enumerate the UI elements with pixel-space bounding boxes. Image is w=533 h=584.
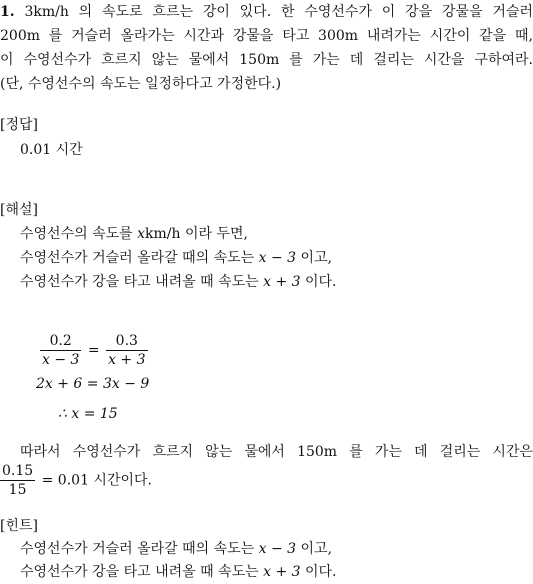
fraction-time: $\frac{0.15}{15}$	[2, 463, 34, 498]
problem-line-4: (단, 수영선수의 속도는 일정하다고 가정한다.)	[0, 76, 282, 92]
fraction-left: $\frac{0.2}{x - 3}$	[42, 333, 80, 368]
solution-line-1: 수영선수의 속도를 xkm/h 이라 두면,	[20, 226, 248, 242]
conclusion-line-1: 따라서 수영선수가 흐르지 않는 물에서 150m 를 가는 데 걸리는 시간은	[20, 444, 533, 460]
equals-sign: =	[87, 342, 100, 359]
solution-line-2: 수영선수가 거슬러 올라갈 때의 속도는 x − 3 이고,	[20, 250, 333, 266]
answer-value: 0.01 시간	[20, 142, 83, 158]
solution-line-3: 수영선수가 강을 타고 내려올 때 속도는 x + 3 이다.	[20, 274, 337, 290]
hint-line-2: 수영선수가 강을 타고 내려올 때 속도는 x + 3 이다.	[20, 564, 337, 580]
equation-3: ∴ x = 15	[58, 406, 118, 422]
equation-1	[38, 332, 150, 369]
problem-line-2: 200m 를 거슬러 올라가는 시간과 강물을 타고 300m 내려가는 시간이 같을 때,	[0, 28, 533, 44]
solution-label: [해설]	[0, 202, 38, 218]
math-x-minus-3: x − 3	[258, 250, 297, 266]
hint-label: [힌트]	[0, 518, 38, 534]
math-x-plus-3: x + 3	[263, 274, 301, 290]
problem-text-1: 3km/h 의 속도로 흐르는 강이 있다. 한 수영선수가 이 강을 강물을 거슬러	[24, 4, 533, 20]
problem-line-3: 이 수영선수가 흐르지 않는 물에서 150m 를 가는 데 걸리는 시간을 구하여라.	[0, 52, 533, 68]
fraction-right: $\frac{0.3}{x + 3}$	[108, 333, 146, 368]
hint-line-1: 수영선수가 거슬러 올라갈 때의 속도는 x − 3 이고,	[20, 541, 333, 557]
conclusion-line-2: $\frac{0.15}{15}$ = 0.01 시간이다.	[2, 463, 152, 498]
equation-2: 2x + 6 = 3x − 9	[36, 376, 150, 392]
problem-line-1	[0, 0, 533, 24]
var-x: x	[137, 226, 145, 242]
answer-label: [정답]	[0, 117, 38, 133]
problem-number: 1.	[0, 4, 15, 20]
